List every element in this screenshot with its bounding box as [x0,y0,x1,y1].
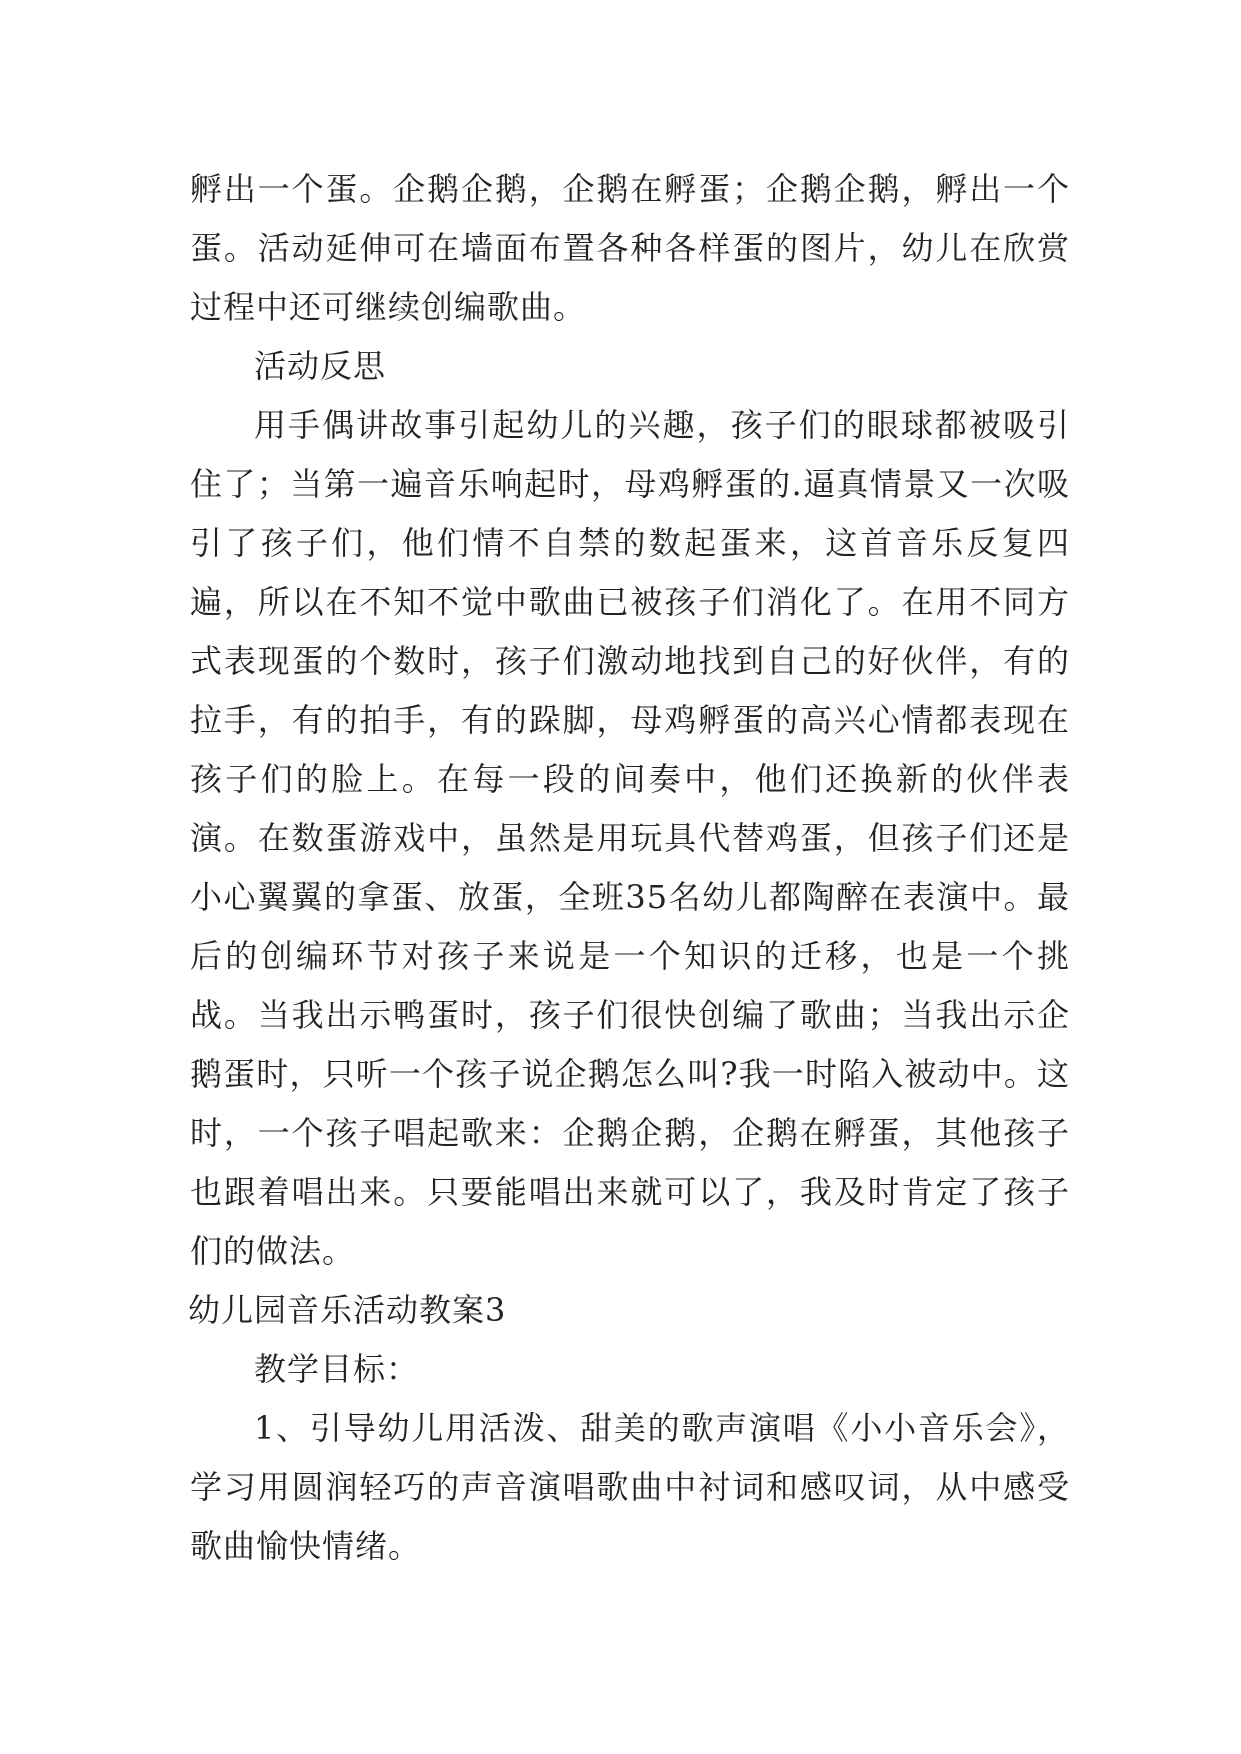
paragraph-objective-1: 1、引导幼儿用活泼、甜美的歌声演唱《小小音乐会》，学习用圆润轻巧的声音演唱歌曲中衬词和感叹词，从中感受歌曲愉快情绪。 [190,1409,1070,1565]
document-body [190,160,1070,1576]
heading-teaching-objectives: 教学目标： [254,1350,420,1388]
heading-activity-reflection: 活动反思 [254,347,387,385]
paragraph-intro-continuation: 孵出一个蛋。企鹅企鹅，企鹅在孵蛋；企鹅企鹅，孵出一个蛋。活动延伸可在墙面布置各种各样蛋的图片，幼儿在欣赏过程中还可继续创编歌曲。 [190,170,1070,326]
paragraph-reflection-body: 用手偶讲故事引起幼儿的兴趣，孩子们的眼球都被吸引住了；当第一遍音乐响起时，母鸡孵蛋的.逼真情景又一次吸引了孩子们，他们情不自禁的数起蛋来，这首音乐反复四遍，所以在不知不觉中歌曲已被孩子们消化了。在用不同方式表现蛋的个数时，孩子们激动地找到自己的好伙伴，有的拉手，有的拍手，有的跺脚，母鸡孵蛋的高兴心情都表现在孩子们的脸上。在每一段的间奏中，他们还换新的伙伴表演。在数蛋游戏中，虽然是用玩具代替鸡蛋，但孩子们还是小心翼翼的拿蛋、放蛋，全班35名幼儿都陶醉在表演中。最后的创编环节对孩子来说是一个知识的迁移，也是一个挑战。当我出示鸭蛋时，孩子们很快创编了歌曲；当我出示企鹅蛋时，只听一个孩子说企鹅怎么叫?我一时陷入被动中。这时，一个孩子唱起歌来：企鹅企鹅，企鹅在孵蛋，其他孩子也跟着唱出来。只要能唱出来就可以了，我及时肯定了孩子们的做法。 [190,406,1070,1270]
section-title: 幼儿园音乐活动教案3 [188,1291,507,1329]
